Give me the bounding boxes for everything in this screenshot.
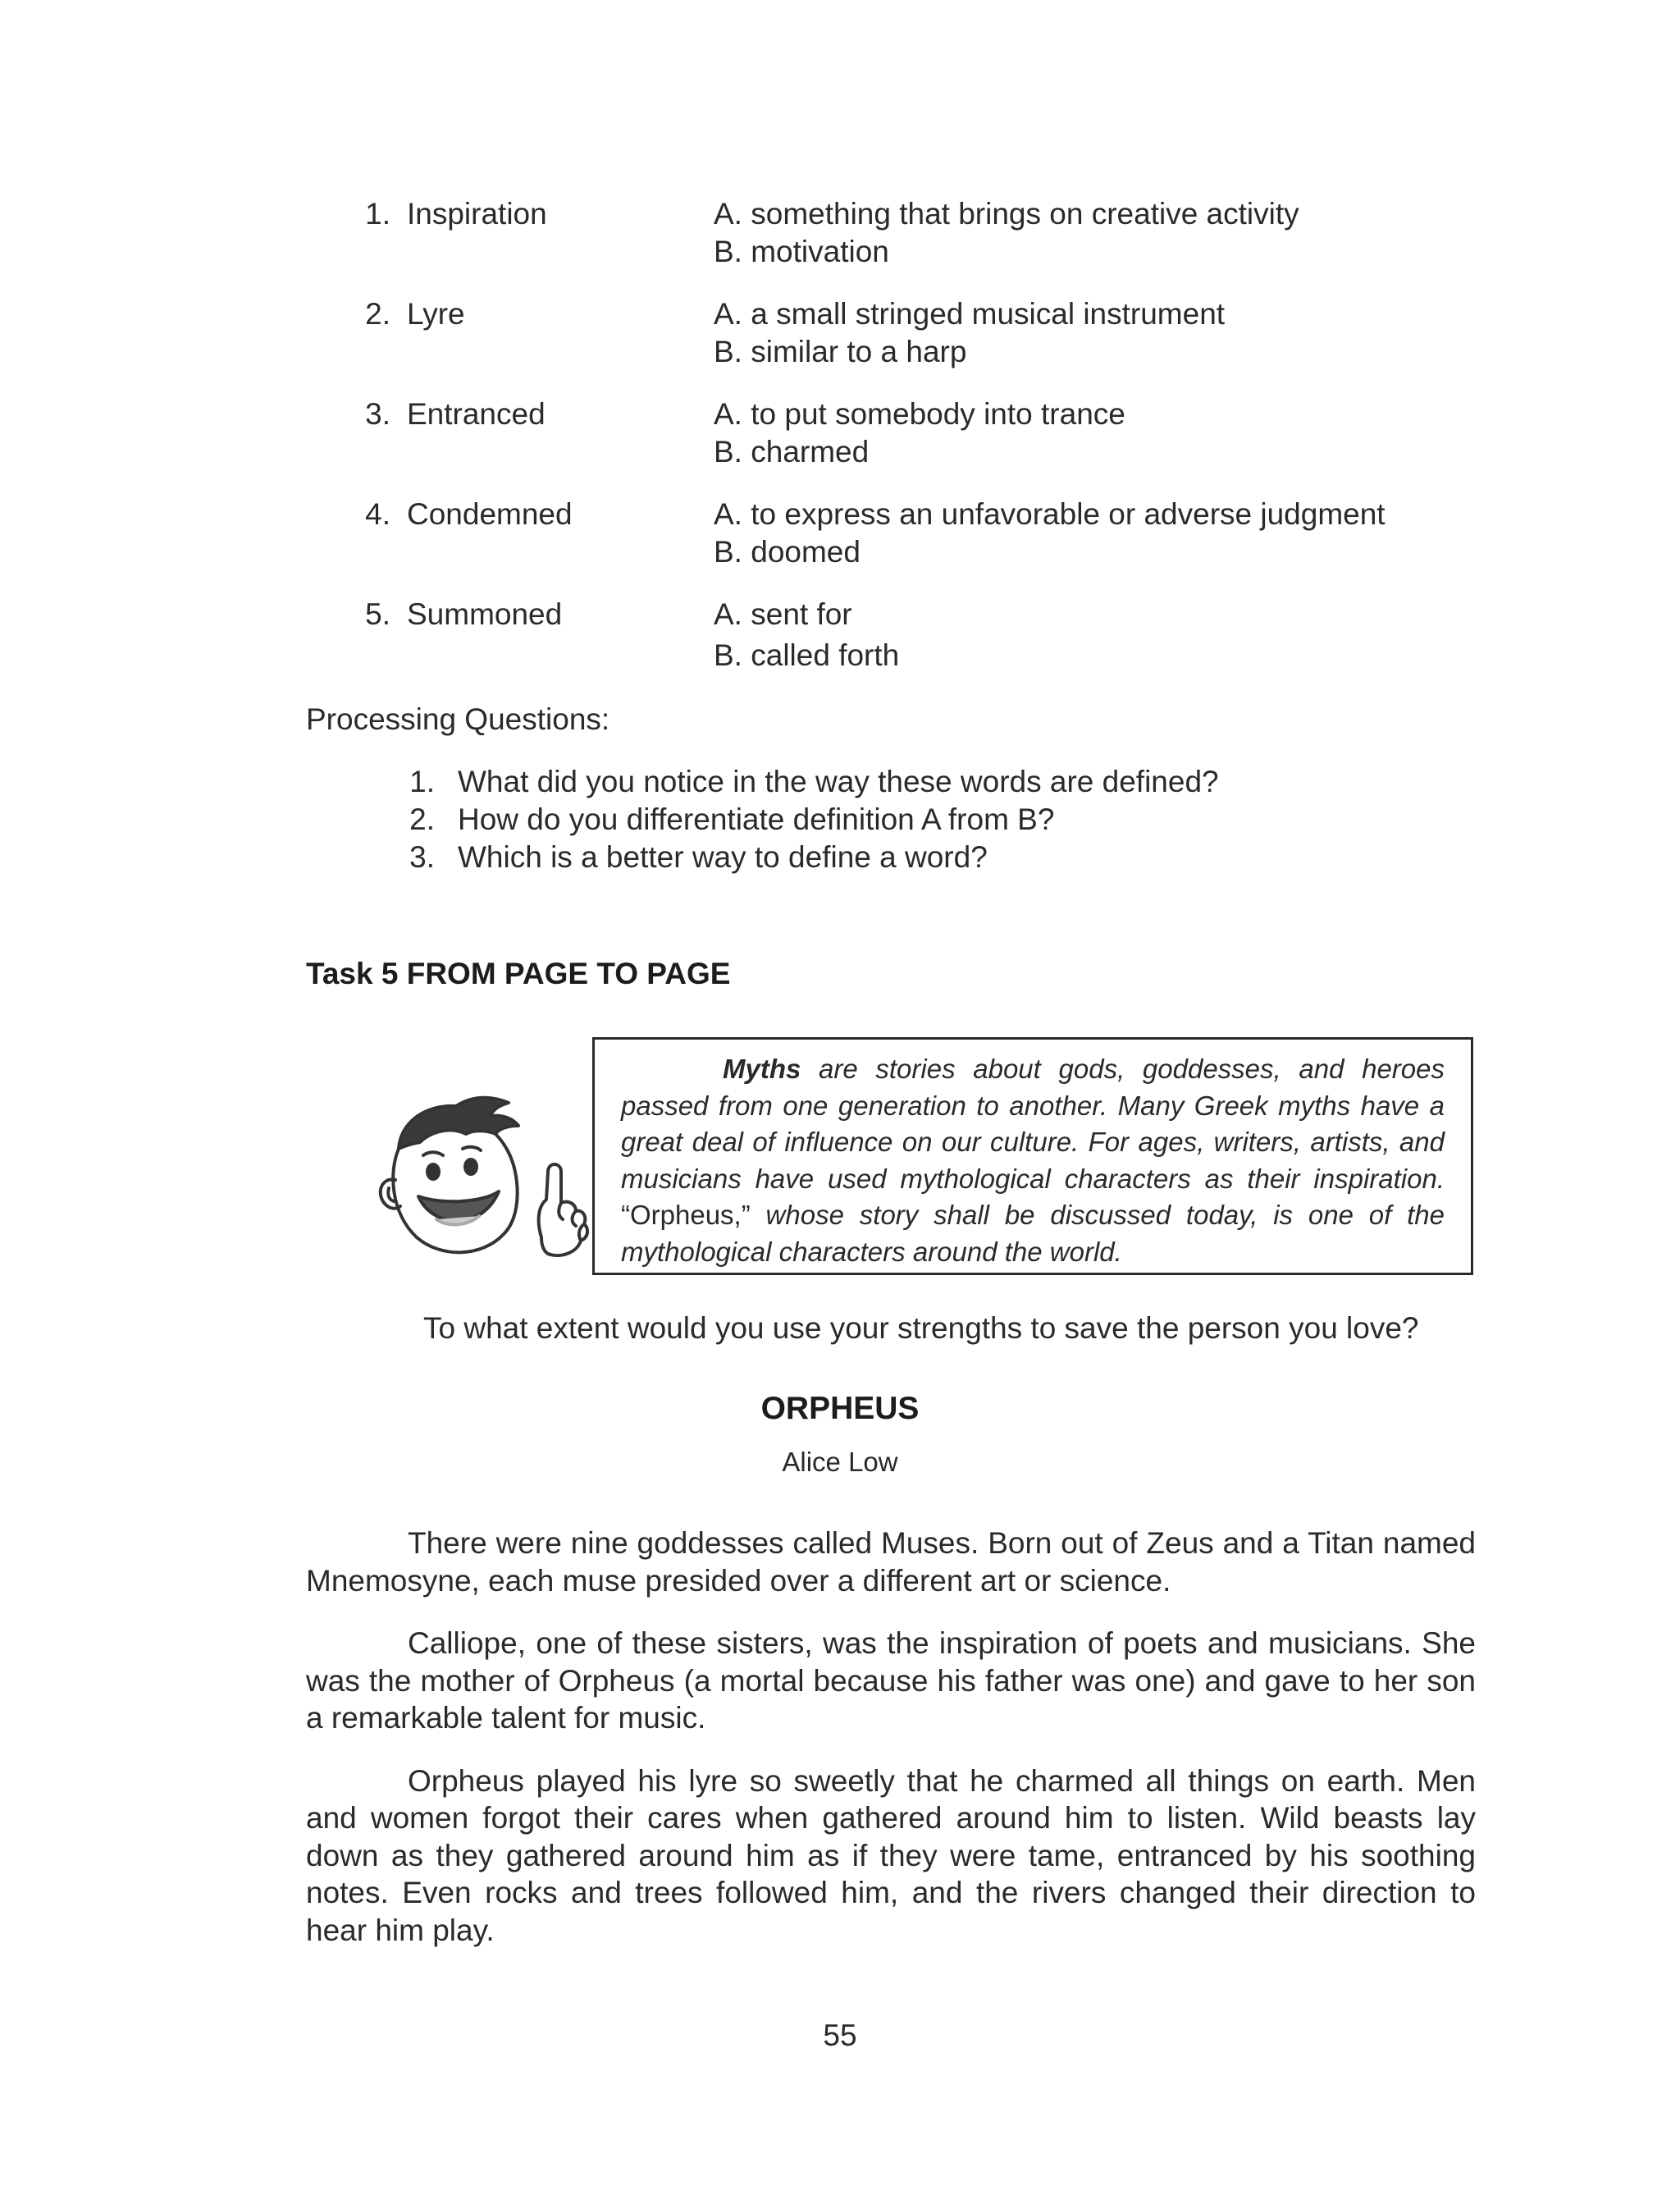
item-number: 2.	[365, 297, 390, 331]
item-number: 4.	[365, 497, 390, 531]
definitions	[714, 295, 1225, 371]
vocabulary-word: Summoned	[407, 597, 563, 631]
item-number: 5.	[365, 597, 390, 631]
definitions	[714, 195, 1299, 271]
cartoon-boy-illustration	[351, 1090, 597, 1278]
item-number: 3.	[365, 397, 390, 431]
definition-a: A. a small stringed musical instrument	[714, 297, 1226, 331]
item-number: 1.	[365, 197, 390, 231]
definition-b: B. doomed	[714, 535, 861, 569]
vocabulary-item	[358, 596, 1506, 702]
myth-text-2: whose story shall be discussed today, is one of the mythological characters around the world.	[621, 1200, 1445, 1267]
definitions	[714, 395, 1125, 471]
story-paragraph: There were nine goddesses called Muses. Born out of Zeus and a Titan named Mnemosyne, each muse presided over a different art or science.	[306, 1526, 1476, 1598]
story-paragraph: Orpheus played his lyre so sweetly that he charmed all things on earth. Men and women forgot their cares when gathered around him to listen. Wild beasts lay down as they gathered around him as if they were tame, entranced by his soothing notes. Even rocks and trees followed him, and the rivers changed their direction to hear him play.	[306, 1763, 1476, 1947]
vocabulary-word: Entranced	[407, 397, 546, 431]
processing-questions-list	[402, 763, 1219, 876]
page-number: 55	[823, 2019, 857, 2052]
definition-b: B. charmed	[714, 435, 870, 469]
myth-text-1: are stories about gods, goddesses, and heroes passed from one generation to another. Many Greek myths have a great deal of influence on our culture. For ages, writers, artists, and musicians have used mythological characters as their inspiration.	[621, 1054, 1445, 1194]
definition-b: B. similar to a harp	[714, 335, 967, 368]
story-body	[306, 1525, 1476, 1974]
vocabulary-list	[358, 195, 1506, 702]
story-title: ORPHEUS	[760, 1391, 920, 1426]
myths-lead-word: Myths	[723, 1054, 801, 1084]
question-number: 2.	[409, 802, 435, 836]
question-item	[402, 801, 1219, 839]
vocabulary-item	[358, 295, 1506, 395]
question-text: How do you differentiate definition A from B?	[458, 802, 1055, 836]
definition-a: A. to express an unfavorable or adverse judgment	[714, 497, 1386, 531]
question-text: What did you notice in the way these words are defined?	[458, 765, 1219, 798]
vocabulary-word: Inspiration	[407, 197, 547, 231]
prompt-question: To what extent would you use your strengths to save the person you love?	[423, 1311, 1419, 1345]
vocabulary-item	[358, 395, 1506, 496]
story-author: Alice Low	[782, 1447, 898, 1477]
definition-a: A. to put somebody into trance	[714, 397, 1125, 431]
vocabulary-word: Condemned	[407, 497, 573, 531]
story-paragraph: Calliope, one of these sisters, was the inspiration of poets and musicians. She was the mother of Orpheus (a mortal because his father was one) and gave to her son a remarkable talent for music.	[306, 1626, 1476, 1735]
definitions	[714, 496, 1386, 571]
question-item	[402, 763, 1219, 801]
definition-a: A. something that brings on creative activity	[714, 197, 1299, 231]
question-text: Which is a better way to define a word?	[458, 840, 988, 874]
question-number: 3.	[409, 840, 435, 874]
definition-a: A. sent for	[714, 597, 852, 631]
question-item	[402, 839, 1219, 876]
vocabulary-item	[358, 496, 1506, 596]
processing-questions-heading: Processing Questions:	[306, 702, 610, 736]
definitions	[714, 596, 899, 674]
myth-info-box	[592, 1037, 1473, 1275]
myth-quoted-title: “Orpheus,”	[621, 1200, 751, 1230]
definition-b: B. motivation	[714, 235, 889, 268]
definition-b: B. called forth	[714, 638, 900, 672]
vocabulary-word: Lyre	[407, 297, 465, 331]
vocabulary-item	[358, 195, 1506, 295]
question-number: 1.	[409, 765, 435, 798]
task-heading: Task 5 FROM PAGE TO PAGE	[306, 957, 731, 990]
